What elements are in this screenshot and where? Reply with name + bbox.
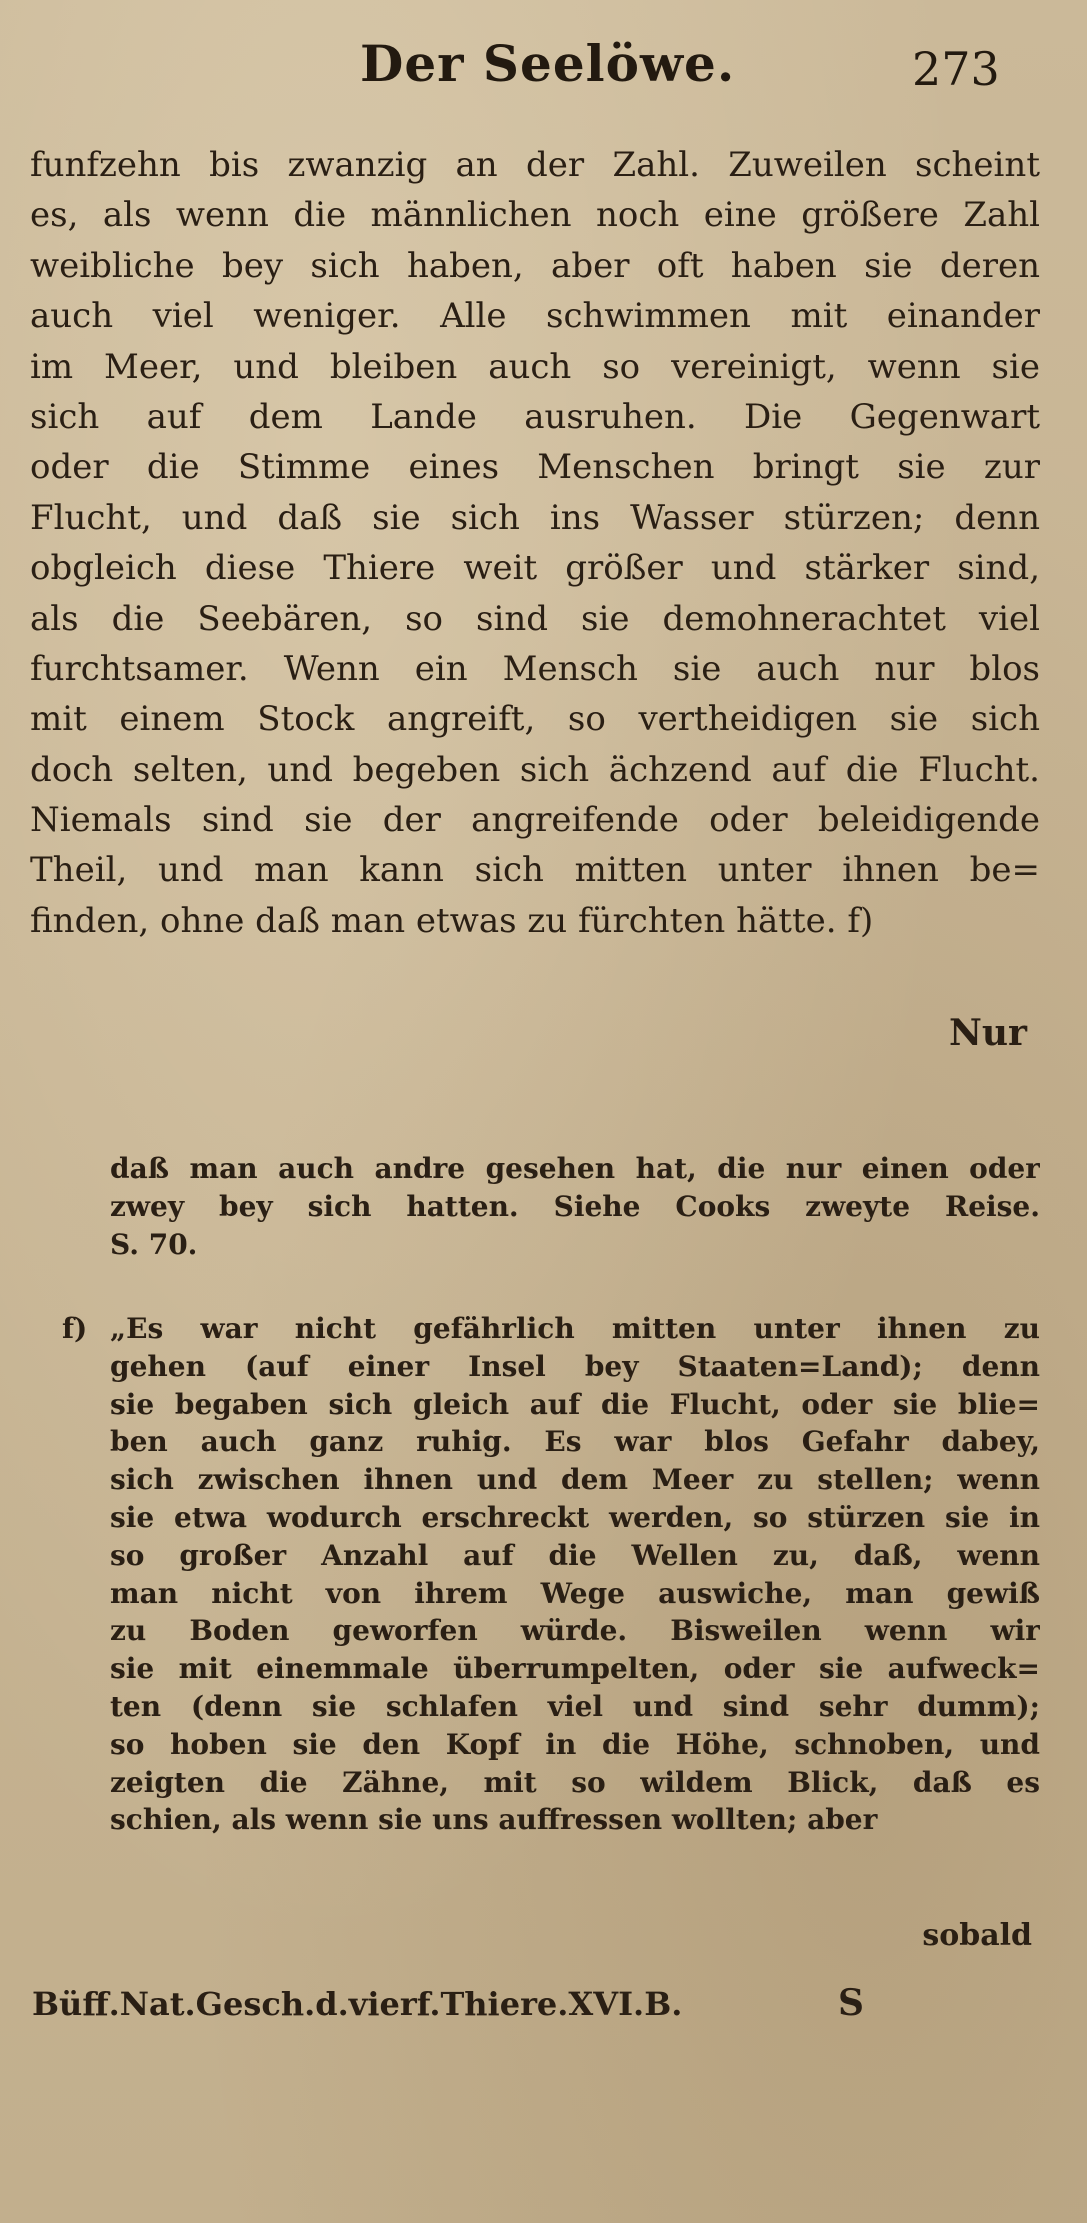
footnote-marker: f) <box>62 1312 88 1345</box>
footnote-line: daß man auch andre gesehen hat, die nur einen oder <box>110 1152 1040 1185</box>
footnote-continued <box>110 1150 1040 1263</box>
text-line: auch viel weniger. Alle schwimmen mit einander <box>30 296 1040 337</box>
text-line: Niemals sind sie der angreifende oder beleidigende <box>30 800 1040 841</box>
footnote-line: sie etwa wodurch erschreckt werden, so stürzen sie in <box>110 1500 1040 1534</box>
running-title: Der Seelöwe. <box>360 34 736 93</box>
text-line: es, als wenn die männlichen noch eine größere Zahl <box>30 195 1040 236</box>
main-text-block <box>30 140 1040 946</box>
sheet-mark: S <box>838 1982 864 2024</box>
footnote-line: so großer Anzahl auf die Wellen zu, daß, wenn <box>110 1538 1040 1572</box>
footnote-line: gehen (auf einer Insel bey Staaten=Land); denn <box>110 1349 1040 1383</box>
text-line: finden, ohne daß man etwas zu fürchten hätte. f) <box>30 900 874 941</box>
catchword: Nur <box>948 1012 1027 1054</box>
text-line: Flucht, und daß sie sich ins Wasser stürzen; denn <box>30 497 1040 538</box>
footnote-line: zu Boden geworfen würde. Bisweilen wenn wir <box>110 1614 1040 1648</box>
text-line: im Meer, und bleiben auch so vereinigt, wenn sie <box>30 346 1040 387</box>
footnote-line: schien, als wenn sie uns auffressen wollten; aber <box>110 1803 878 1837</box>
footnote-body <box>110 1310 1040 1839</box>
footnote-line: zeigten die Zähne, mit so wildem Blick, daß es <box>110 1765 1040 1799</box>
text-line: Theil, und man kann sich mitten unter ihnen be= <box>30 850 1040 891</box>
footnote-line: zwey bey sich hatten. Siehe Cooks zweyte Reise. <box>110 1189 1040 1223</box>
footnote-line: ben auch ganz ruhig. Es war blos Gefahr dabey, <box>110 1425 1040 1459</box>
text-line: funfzehn bis zwanzig an der Zahl. Zuweilen scheint <box>30 145 1040 185</box>
page-header <box>0 22 1087 112</box>
printer-signature: Büff.Nat.Gesch.d.vierf.Thiere.XVI.B. <box>32 1985 683 2023</box>
footnote-line: sie mit einemmale überrumpelten, oder sie aufweck= <box>110 1652 1040 1686</box>
footnote-line: man nicht von ihrem Wege auswiche, man gewiß <box>110 1576 1040 1610</box>
text-line: weibliche bey sich haben, aber oft haben sie deren <box>30 245 1040 286</box>
footnote-line: sie begaben sich gleich auf die Flucht, oder sie blie= <box>110 1387 1040 1421</box>
footnote-line: „Es war nicht gefährlich mitten unter ihnen zu <box>110 1312 1040 1345</box>
footnote-catchword: sobald <box>922 1918 1032 1953</box>
text-line: oder die Stimme eines Menschen bringt sie zur <box>30 447 1040 488</box>
page-number: 273 <box>912 42 1000 96</box>
footnote-line: S. 70. <box>110 1227 198 1261</box>
text-line: furchtsamer. Wenn ein Mensch sie auch nur blos <box>30 648 1040 689</box>
text-line: mit einem Stock angreift, so vertheidigen sie sich <box>30 699 1040 740</box>
footnote-line: so hoben sie den Kopf in die Höhe, schnoben, und <box>110 1727 1040 1761</box>
text-line: als die Seebären, so sind sie demohnerachtet viel <box>30 598 1040 639</box>
text-line: obgleich diese Thiere weit größer und stärker sind, <box>30 548 1040 589</box>
text-line: sich auf dem Lande ausruhen. Die Gegenwart <box>30 396 1040 437</box>
footnote-line: ten (denn sie schlafen viel und sind sehr dumm); <box>110 1689 1040 1723</box>
footnote-line: sich zwischen ihnen und dem Meer zu stellen; wenn <box>110 1463 1040 1497</box>
text-line: doch selten, und begeben sich ächzend auf die Flucht. <box>30 749 1040 790</box>
